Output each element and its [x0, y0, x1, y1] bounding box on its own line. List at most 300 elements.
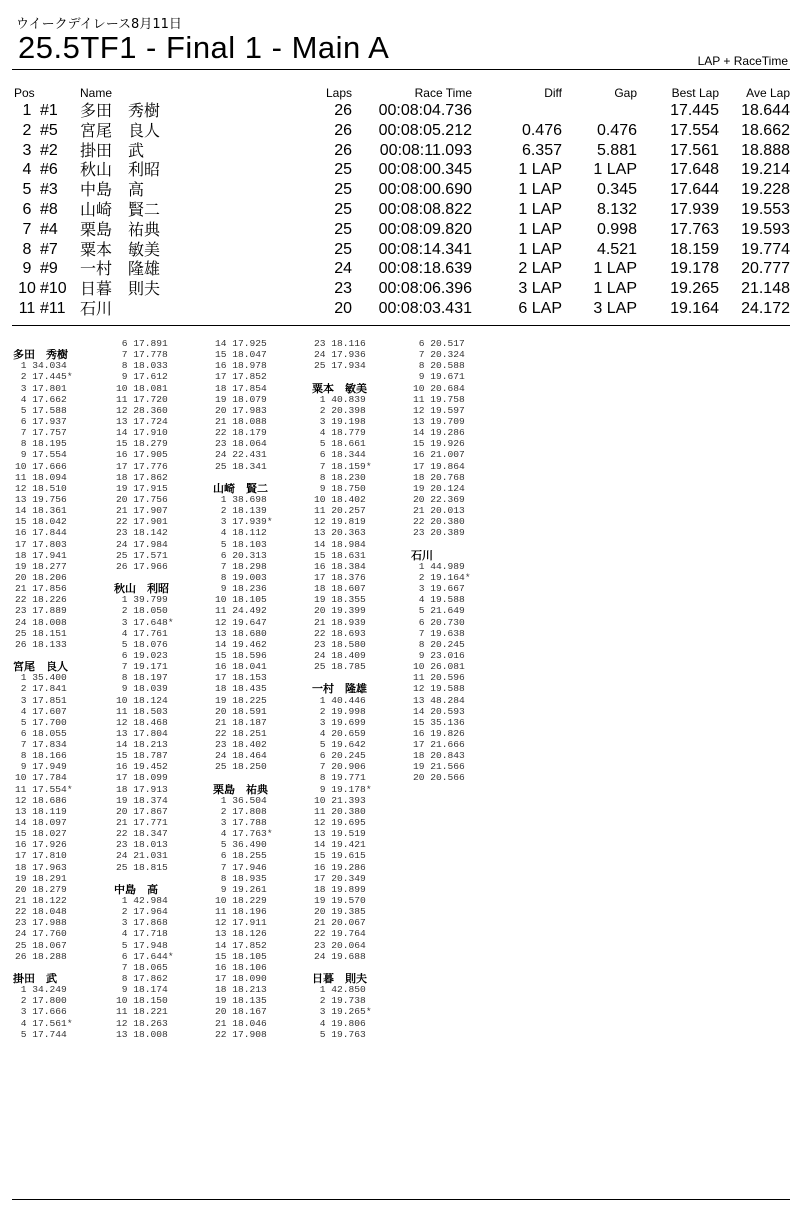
result-best: 19.265 — [670, 280, 719, 298]
lap-time: 24 18.409 — [314, 649, 366, 661]
driver-lap-heading: 宮尾 良人 — [13, 661, 68, 673]
lap-time: 11 18.094 — [15, 471, 67, 483]
lap-time: 2 20.398 — [314, 404, 366, 416]
result-pos: 2 — [22, 121, 32, 139]
result-gap: 5.881 — [596, 141, 637, 159]
lap-time: 8 18.166 — [15, 750, 67, 762]
lap-column — [13, 338, 113, 1040]
lap-time: 20 19.399 — [314, 605, 366, 617]
lap-time: 21 17.907 — [116, 505, 168, 517]
result-num: #6 — [40, 161, 58, 179]
lap-time: 15 18.279 — [116, 438, 168, 450]
lap-time: 5 18.076 — [116, 638, 168, 650]
result-diff: 1 LAP — [518, 240, 562, 258]
lap-time: 11 24.492 — [215, 605, 267, 617]
lap-time: 2 18.050 — [116, 605, 168, 617]
lap-spacer — [411, 539, 511, 550]
lap-time: 8 17.862 — [116, 973, 168, 985]
lap-time: 21 18.122 — [15, 895, 67, 907]
lap-time: 2 17.841 — [15, 683, 67, 695]
lap-time: 13 18.008 — [116, 1028, 168, 1040]
lap-time: 6 20.245 — [314, 750, 366, 762]
lap-time: 4 20.659 — [314, 727, 366, 739]
result-ave: 18.644 — [741, 102, 790, 119]
lap-time: 4 17.763* — [215, 828, 273, 840]
lap-time: 23 18.580 — [314, 638, 366, 650]
lap-time: 9 19.261 — [215, 883, 267, 895]
lap-time: 8 20.245 — [413, 638, 465, 650]
lap-time: 11 20.596 — [413, 672, 465, 684]
lap-time: 4 17.607 — [15, 705, 67, 717]
lap-time: 11 17.554* — [15, 783, 73, 795]
lap-time: 3 17.648* — [116, 616, 174, 628]
result-best: 17.554 — [670, 121, 719, 139]
lap-time: 5 21.649 — [413, 605, 465, 617]
lap-time: 24 18.464 — [215, 750, 267, 762]
result-num: #7 — [40, 240, 58, 258]
lap-time: 7 18.065 — [116, 961, 168, 973]
lap-time: 4 17.761 — [116, 627, 168, 639]
lap-time: 15 18.787 — [116, 750, 168, 762]
result-time: 00:08:03.431 — [378, 299, 472, 317]
result-name: 石川 — [80, 298, 113, 318]
lap-time: 22 18.179 — [215, 427, 267, 439]
lap-time: 14 20.593 — [413, 705, 465, 717]
lap-time: 14 19.462 — [215, 638, 267, 650]
result-name: 栗島 祐典 — [80, 219, 161, 239]
result-name: 多田 秀樹 — [80, 101, 161, 120]
result-row — [14, 121, 790, 141]
result-pos: 11 — [18, 299, 36, 317]
lap-time: 12 19.597 — [413, 404, 465, 416]
result-best: 17.939 — [670, 200, 719, 218]
lap-time: 23 18.013 — [116, 839, 168, 851]
lap-time: 19 19.570 — [314, 895, 366, 907]
result-laps: 25 — [334, 200, 352, 218]
lap-time: 21 18.088 — [215, 415, 267, 427]
lap-time: 23 17.988 — [15, 917, 67, 929]
lap-time: 17 17.810 — [15, 850, 67, 862]
result-num: #5 — [40, 121, 58, 139]
lap-time: 23 20.064 — [314, 939, 366, 951]
lap-time: 4 19.806 — [314, 1017, 366, 1029]
lap-time: 19 21.566 — [413, 761, 465, 773]
lap-time: 21 18.187 — [215, 716, 267, 728]
result-best: 18.159 — [670, 240, 719, 258]
lap-time: 6 17.891 — [116, 338, 168, 349]
result-name: 粟本 敏美 — [80, 239, 161, 259]
lap-time: 10 18.081 — [116, 382, 168, 394]
col-laps-header: Laps — [325, 86, 352, 100]
lap-time: 16 18.384 — [314, 560, 366, 572]
lap-time: 17 18.376 — [314, 571, 366, 583]
result-laps: 25 — [334, 181, 352, 199]
driver-lap-heading: 粟本 敏美 — [312, 382, 367, 394]
lap-time: 6 20.517 — [413, 338, 465, 349]
lap-time: 14 17.852 — [215, 939, 267, 951]
lap-time: 8 19.003 — [215, 571, 267, 583]
result-pos: 10 — [18, 280, 36, 298]
lap-time: 25 17.571 — [116, 549, 168, 561]
result-best: 17.644 — [670, 181, 719, 199]
lap-time: 25 17.934 — [314, 360, 366, 372]
result-diff: 0.476 — [521, 121, 562, 139]
lap-time: 7 18.159* — [314, 460, 372, 472]
result-gap — [562, 101, 637, 121]
lap-time: 10 18.150 — [116, 995, 168, 1007]
result-name: 掛田 武 — [80, 140, 145, 160]
lap-time: 5 19.763 — [314, 1028, 366, 1040]
lap-time: 13 18.119 — [15, 805, 67, 817]
result-time: 00:08:08.822 — [378, 200, 472, 218]
lap-time: 16 19.286 — [314, 861, 366, 873]
result-gap: 0.476 — [596, 121, 637, 139]
lap-spacer — [13, 338, 113, 349]
result-pos: 9 — [22, 260, 32, 278]
lap-time: 22 18.693 — [314, 627, 366, 639]
lap-time: 16 21.007 — [413, 449, 465, 461]
lap-time: 1 42.850 — [314, 984, 366, 996]
lap-time: 15 35.136 — [413, 716, 465, 728]
lap-time: 22 17.901 — [116, 516, 168, 528]
lap-time: 13 18.680 — [215, 627, 267, 639]
result-laps: 25 — [334, 240, 352, 258]
lap-time: 10 18.229 — [215, 895, 267, 907]
lap-time: 15 18.047 — [215, 349, 267, 361]
result-ave: 21.148 — [741, 280, 790, 298]
lap-time: 20 19.385 — [314, 906, 366, 918]
lap-time: 17 17.776 — [116, 460, 168, 472]
result-ave: 19.774 — [741, 240, 790, 258]
lap-time: 19 18.277 — [15, 560, 67, 572]
lap-time: 10 17.784 — [15, 772, 67, 784]
lap-time: 13 20.363 — [314, 527, 366, 539]
lap-time: 9 18.236 — [215, 583, 267, 595]
result-gap: 0.998 — [596, 220, 637, 238]
lap-time: 14 17.910 — [116, 427, 168, 439]
lap-time: 8 18.197 — [116, 672, 168, 684]
result-laps: 24 — [334, 260, 352, 278]
lap-time: 19 18.291 — [15, 872, 67, 884]
result-gap: 0.345 — [596, 181, 637, 199]
result-best: 17.445 — [670, 102, 719, 119]
lap-time: 6 20.313 — [215, 549, 267, 561]
col-gap-header: Gap — [614, 86, 637, 100]
lap-time: 25 18.785 — [314, 661, 366, 673]
lap-time: 10 18.105 — [215, 594, 267, 606]
lap-spacer — [312, 672, 412, 683]
lap-time: 13 18.126 — [215, 928, 267, 940]
lap-time: 25 18.250 — [215, 761, 267, 773]
result-pos: 4 — [22, 161, 32, 179]
lap-time: 6 19.023 — [116, 649, 168, 661]
lap-time: 18 19.899 — [314, 883, 366, 895]
result-laps: 26 — [334, 102, 352, 119]
lap-time: 11 20.257 — [314, 505, 366, 517]
result-num: #8 — [40, 200, 58, 218]
lap-time: 4 19.588 — [413, 594, 465, 606]
lap-time: 15 19.926 — [413, 438, 465, 450]
lap-time: 5 17.744 — [15, 1028, 67, 1040]
lap-time: 18 17.963 — [15, 861, 67, 873]
lap-time: 2 17.800 — [15, 995, 67, 1007]
lap-column — [213, 338, 313, 1040]
lap-spacer — [114, 572, 214, 583]
lap-time: 15 18.631 — [314, 549, 366, 561]
result-time: 00:08:09.820 — [378, 220, 472, 238]
lap-spacer — [213, 772, 313, 783]
result-time: 00:08:18.639 — [378, 260, 472, 278]
lap-time: 23 18.402 — [215, 739, 267, 751]
lap-time: 11 18.196 — [215, 906, 267, 918]
lap-time: 9 19.671 — [413, 371, 465, 383]
lap-time: 25 18.067 — [15, 939, 67, 951]
lap-time: 15 18.596 — [215, 649, 267, 661]
result-num: #4 — [40, 220, 58, 238]
lap-time: 22 18.347 — [116, 828, 168, 840]
driver-lap-heading: 多田 秀樹 — [13, 349, 68, 361]
result-time: 00:08:06.396 — [378, 280, 472, 298]
lap-time: 18 17.862 — [116, 471, 168, 483]
lap-time: 21 18.046 — [215, 1017, 267, 1029]
lap-time: 14 17.925 — [215, 338, 267, 349]
lap-time: 16 17.844 — [15, 527, 67, 539]
lap-time: 24 18.008 — [15, 616, 67, 628]
lap-time: 5 18.103 — [215, 538, 267, 550]
lap-time: 19 17.915 — [116, 482, 168, 494]
lap-time: 21 18.939 — [314, 616, 366, 628]
lap-time: 6 17.644* — [116, 950, 174, 962]
lap-time: 19 18.374 — [116, 794, 168, 806]
result-name: 一村 隆雄 — [80, 259, 161, 279]
result-best: 19.164 — [670, 299, 719, 317]
lap-time: 20 18.279 — [15, 883, 67, 895]
lap-time: 2 19.164* — [413, 571, 471, 583]
lap-time: 6 18.255 — [215, 850, 267, 862]
lap-time: 18 17.913 — [116, 783, 168, 795]
lap-time: 7 17.778 — [116, 349, 168, 361]
lap-time: 23 17.889 — [15, 605, 67, 617]
result-row — [14, 279, 790, 299]
race-subtitle: ウイークデイレース8月11日 — [16, 17, 182, 32]
driver-lap-heading: 秋山 利昭 — [114, 583, 169, 595]
lap-time: 6 18.055 — [15, 727, 67, 739]
result-num: #9 — [40, 260, 58, 278]
lap-time: 8 18.230 — [314, 471, 366, 483]
lap-time: 10 20.684 — [413, 382, 465, 394]
lap-time: 6 18.344 — [314, 449, 366, 461]
lap-time: 3 17.851 — [15, 694, 67, 706]
lap-time: 5 17.700 — [15, 716, 67, 728]
lap-time: 1 36.504 — [215, 794, 267, 806]
lap-time: 9 17.554 — [15, 449, 67, 461]
lap-time: 20 17.756 — [116, 493, 168, 505]
lap-time: 7 20.906 — [314, 761, 366, 773]
lap-time: 18 18.435 — [215, 683, 267, 695]
lap-time: 18 17.941 — [15, 549, 67, 561]
result-num: #11 — [40, 299, 66, 317]
lap-time: 17 20.349 — [314, 872, 366, 884]
lap-time: 5 19.642 — [314, 739, 366, 751]
lap-time: 1 38.698 — [215, 493, 267, 505]
lap-time: 11 19.758 — [413, 393, 465, 405]
lap-time: 11 17.720 — [116, 393, 168, 405]
result-row — [14, 299, 790, 319]
driver-lap-heading: 掛田 武 — [13, 973, 57, 985]
lap-spacer — [114, 873, 214, 884]
lap-time: 25 18.815 — [116, 861, 168, 873]
lap-time: 3 19.265* — [314, 1006, 372, 1018]
lap-time: 9 17.949 — [15, 761, 67, 773]
lap-time: 9 23.016 — [413, 649, 465, 661]
lap-time: 26 18.288 — [15, 950, 67, 962]
lap-time: 7 18.298 — [215, 560, 267, 572]
lap-time: 15 19.615 — [314, 850, 366, 862]
lap-time: 17 17.852 — [215, 371, 267, 383]
lap-time: 16 17.926 — [15, 839, 67, 851]
lap-time: 11 20.380 — [314, 805, 366, 817]
lap-time: 5 36.490 — [215, 839, 267, 851]
lap-time: 1 44.989 — [413, 560, 465, 572]
lap-time: 8 19.771 — [314, 772, 366, 784]
lap-time: 16 19.452 — [116, 761, 168, 773]
result-best: 17.763 — [670, 220, 719, 238]
lap-time: 13 48.284 — [413, 694, 465, 706]
lap-spacer — [213, 472, 313, 483]
lap-time: 8 18.935 — [215, 872, 267, 884]
lap-time: 11 18.503 — [116, 705, 168, 717]
result-laps: 25 — [334, 220, 352, 238]
result-best: 19.178 — [670, 260, 719, 278]
lap-time: 22 17.908 — [215, 1028, 267, 1040]
lap-time: 7 19.638 — [413, 627, 465, 639]
lap-time: 16 18.041 — [215, 661, 267, 673]
lap-time: 17 18.090 — [215, 973, 267, 985]
lap-time: 9 18.174 — [116, 984, 168, 996]
lap-time: 13 19.519 — [314, 828, 366, 840]
result-laps: 26 — [334, 121, 352, 139]
result-row — [14, 240, 790, 260]
result-time: 00:08:05.212 — [378, 121, 472, 139]
lap-time: 9 17.612 — [116, 371, 168, 383]
lap-time: 10 18.124 — [116, 694, 168, 706]
lap-time: 22 18.226 — [15, 594, 67, 606]
lap-spacer — [312, 962, 412, 973]
lap-time: 1 40.839 — [314, 393, 366, 405]
lap-time: 13 19.709 — [413, 415, 465, 427]
lap-time: 20 18.591 — [215, 705, 267, 717]
lap-time: 7 17.834 — [15, 739, 67, 751]
lap-time: 23 20.389 — [413, 527, 465, 539]
lap-time: 9 18.750 — [314, 482, 366, 494]
col-pos-header: Pos — [14, 86, 35, 100]
lap-time: 3 17.868 — [116, 917, 168, 929]
lap-time: 17 18.099 — [116, 772, 168, 784]
lap-time: 3 19.667 — [413, 583, 465, 595]
result-time: 00:08:00.345 — [378, 161, 472, 179]
lap-time: 1 35.400 — [15, 672, 67, 684]
lap-time: 3 17.801 — [15, 382, 67, 394]
lap-time: 2 17.445* — [15, 371, 73, 383]
driver-lap-heading: 石川 — [411, 549, 433, 561]
lap-time: 25 18.341 — [215, 460, 267, 472]
lap-time: 5 18.661 — [314, 438, 366, 450]
result-gap: 3 LAP — [593, 299, 637, 317]
lap-spacer — [13, 650, 113, 661]
lap-time: 24 21.031 — [116, 850, 168, 862]
lap-time: 21 17.856 — [15, 583, 67, 595]
lap-time: 14 18.213 — [116, 739, 168, 751]
lap-time: 22 18.251 — [215, 727, 267, 739]
lap-time: 13 19.756 — [15, 493, 67, 505]
footer-divider — [12, 1199, 790, 1200]
lap-time: 4 17.718 — [116, 928, 168, 940]
lap-time: 14 19.286 — [413, 427, 465, 439]
result-ave: 18.888 — [741, 141, 790, 159]
lap-time: 1 34.249 — [15, 984, 67, 996]
result-name: 日暮 則夫 — [80, 279, 161, 299]
result-num: #10 — [40, 280, 67, 298]
lap-time: 10 26.081 — [413, 661, 465, 673]
lap-time: 18 17.854 — [215, 382, 267, 394]
lap-time: 16 18.106 — [215, 961, 267, 973]
lap-time: 16 19.826 — [413, 727, 465, 739]
lap-time: 12 19.695 — [314, 817, 366, 829]
lap-time: 6 20.730 — [413, 616, 465, 628]
result-num: #2 — [40, 141, 58, 159]
lap-time: 21 20.067 — [314, 917, 366, 929]
lap-column — [312, 338, 412, 1040]
lap-time: 15 18.042 — [15, 516, 67, 528]
lap-time: 23 18.064 — [215, 438, 267, 450]
lap-time: 12 18.686 — [15, 794, 67, 806]
lap-time: 10 18.402 — [314, 493, 366, 505]
lap-time: 23 18.116 — [314, 338, 366, 349]
result-gap: 1 LAP — [593, 260, 637, 278]
lap-time: 19 18.079 — [215, 393, 267, 405]
lap-time: 3 17.666 — [15, 1006, 67, 1018]
lap-time: 10 21.393 — [314, 794, 366, 806]
result-pos: 5 — [22, 181, 32, 199]
results-header-row — [14, 86, 790, 101]
lap-time: 17 19.864 — [413, 460, 465, 472]
lap-time: 20 22.369 — [413, 493, 465, 505]
lap-time: 19 18.225 — [215, 694, 267, 706]
lap-time: 24 19.688 — [314, 950, 366, 962]
lap-time: 16 18.978 — [215, 360, 267, 372]
result-time: 00:08:00.690 — [378, 181, 472, 199]
col-racetime-header: Race Time — [414, 86, 472, 100]
lap-time: 6 17.937 — [15, 415, 67, 427]
driver-lap-heading: 一村 隆雄 — [312, 683, 367, 695]
result-row — [14, 259, 790, 279]
result-gap: 4.521 — [596, 240, 637, 258]
result-laps: 20 — [334, 299, 352, 317]
lap-time: 26 17.966 — [116, 560, 168, 572]
lap-time: 4 17.561* — [15, 1017, 73, 1029]
lap-time: 22 20.380 — [413, 516, 465, 528]
lap-time: 18 18.607 — [314, 583, 366, 595]
lap-time: 15 18.027 — [15, 828, 67, 840]
result-time: 00:08:14.341 — [378, 240, 472, 258]
lap-time: 24 17.984 — [116, 538, 168, 550]
race-title: 25.5TF1 - Final 1 - Main A — [18, 30, 390, 65]
lap-time: 4 17.662 — [15, 393, 67, 405]
result-pos: 3 — [22, 141, 32, 159]
lap-time: 20 18.167 — [215, 1006, 267, 1018]
result-name: 宮尾 良人 — [80, 120, 161, 140]
lap-time: 12 17.911 — [215, 917, 267, 929]
